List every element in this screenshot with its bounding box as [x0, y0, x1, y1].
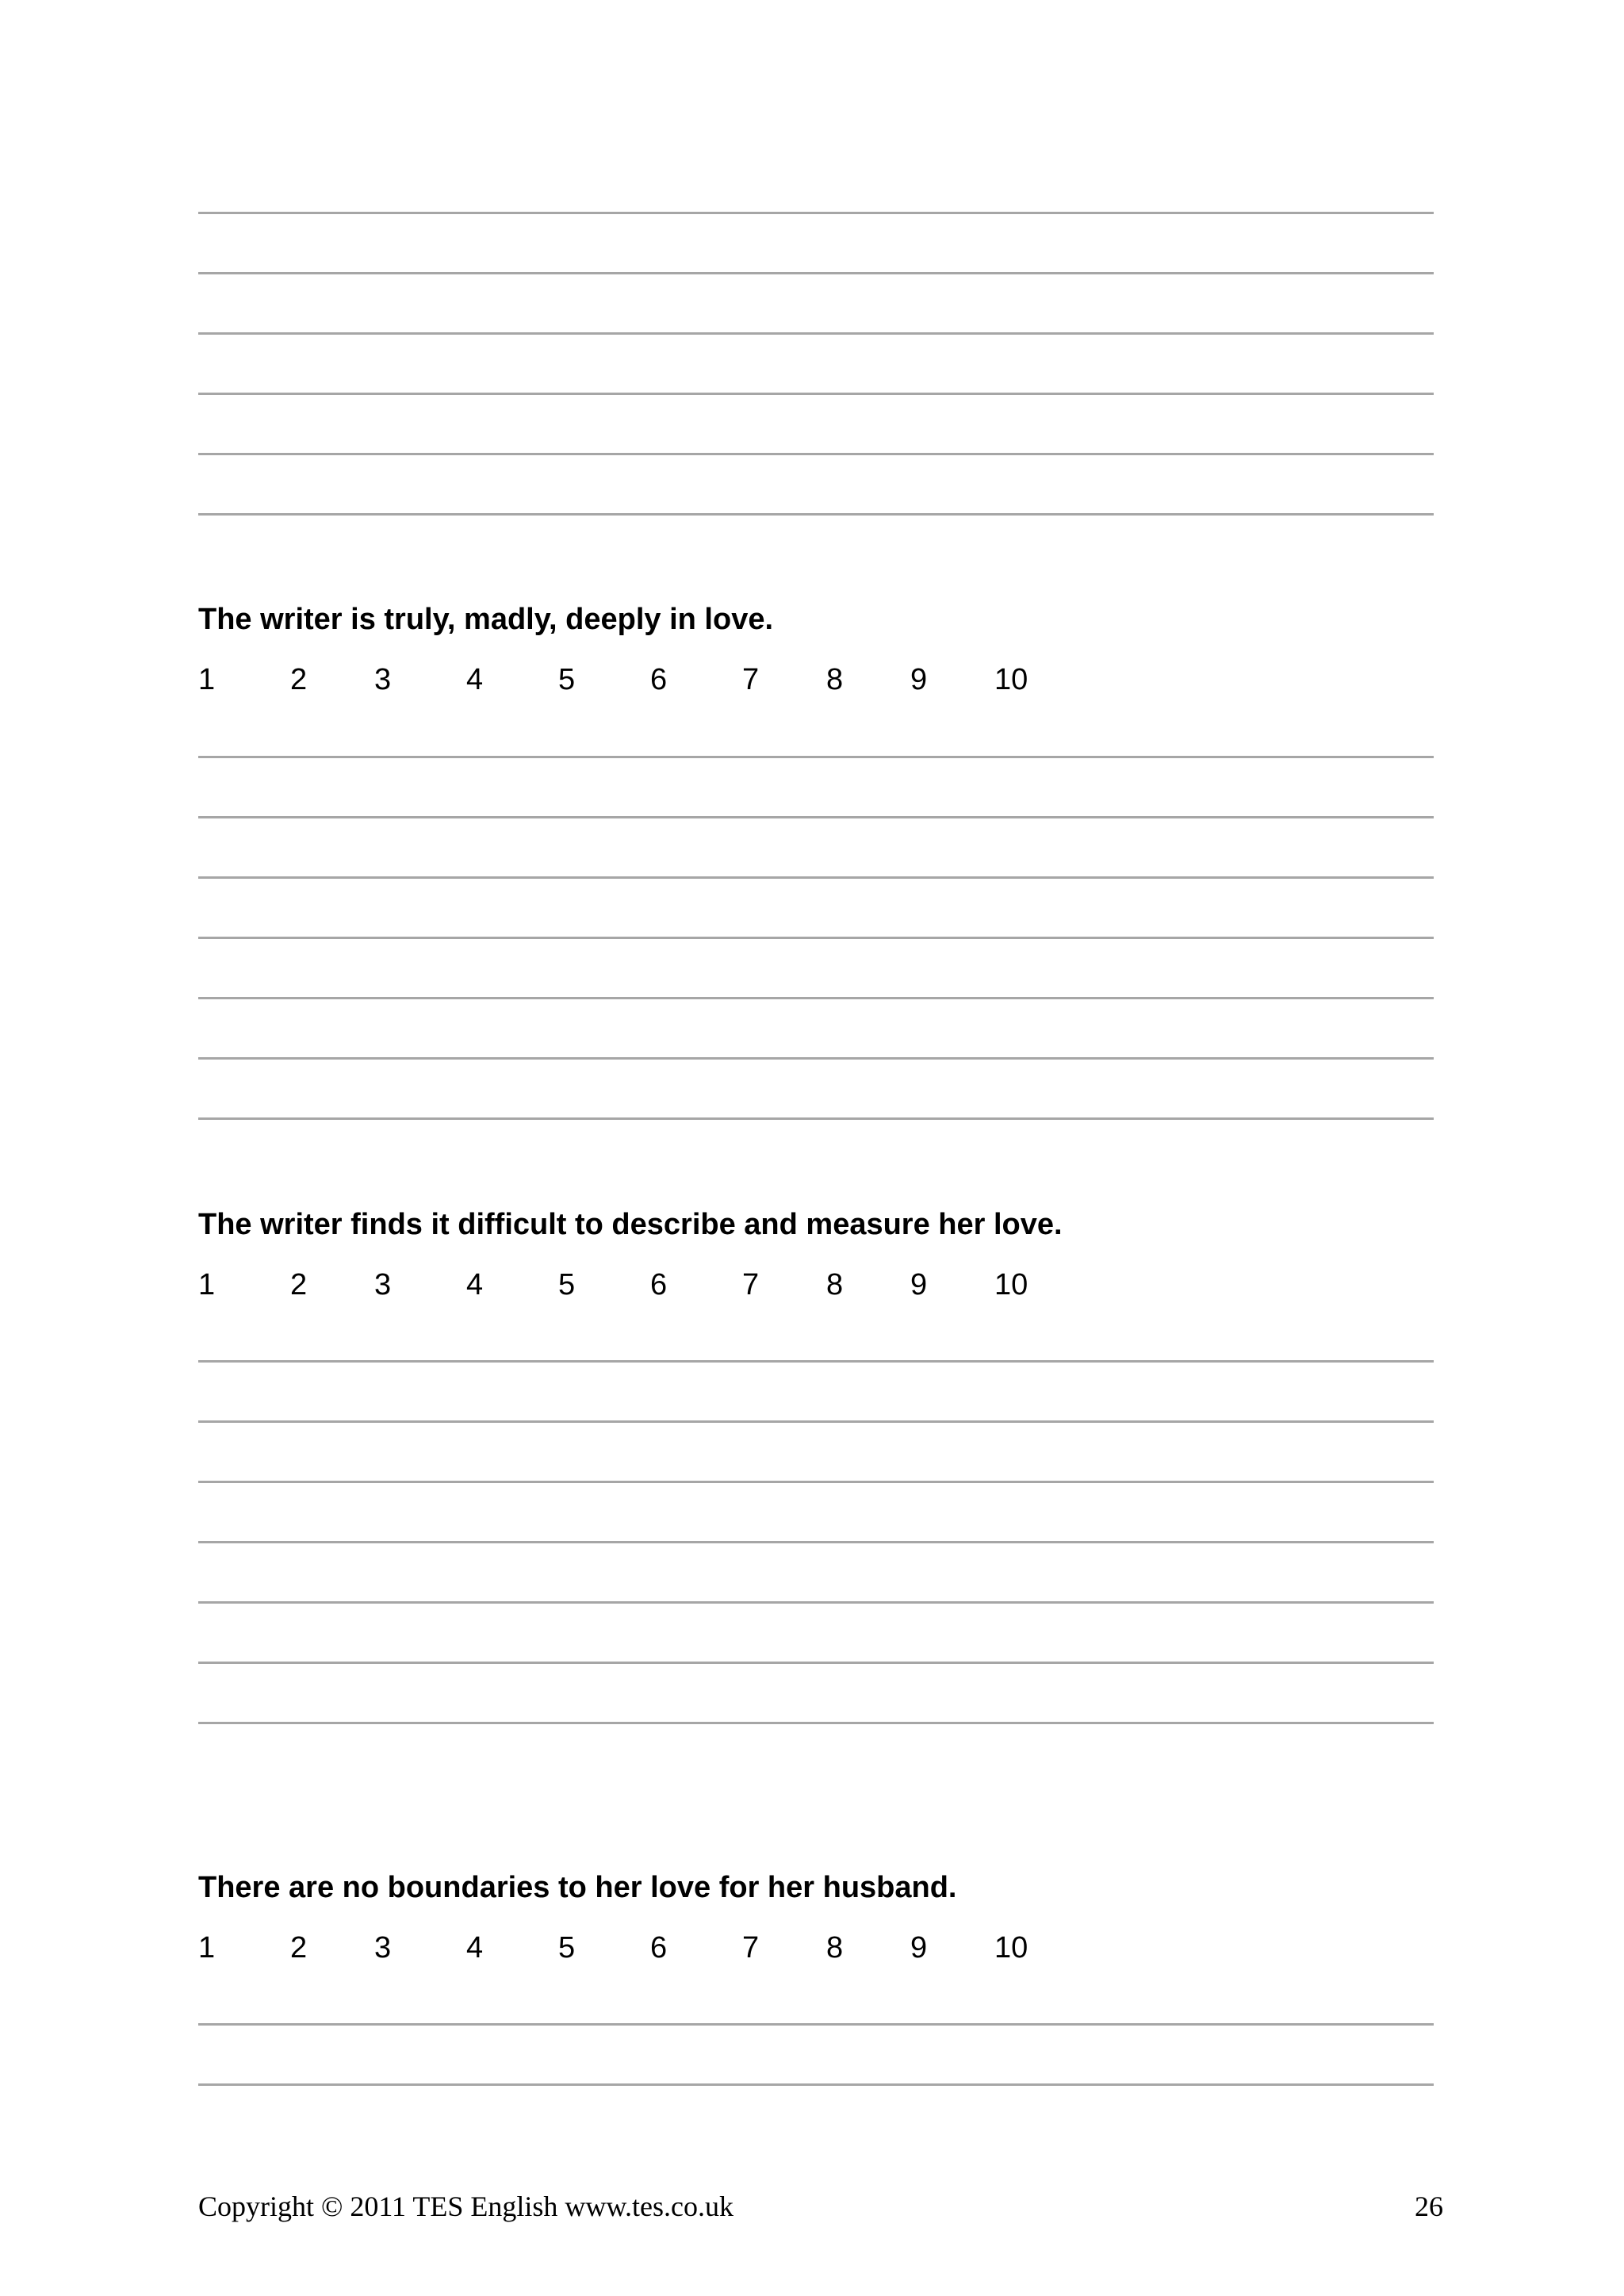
- answer-line[interactable]: [198, 1360, 1434, 1363]
- answer-line[interactable]: [198, 756, 1434, 758]
- rating-option[interactable]: 10: [994, 1931, 1028, 1964]
- rating-option[interactable]: 9: [910, 1931, 928, 1964]
- rating-scale-3: [198, 1930, 1071, 1966]
- answer-line[interactable]: [198, 1057, 1434, 1060]
- answer-line[interactable]: [198, 1662, 1434, 1664]
- answer-line[interactable]: [198, 1117, 1434, 1120]
- answer-line[interactable]: [198, 513, 1434, 516]
- rating-option[interactable]: 3: [374, 663, 392, 696]
- answer-line[interactable]: [198, 816, 1434, 818]
- rating-option[interactable]: 6: [650, 1931, 668, 1964]
- rating-option[interactable]: 8: [826, 1931, 844, 1964]
- rating-option[interactable]: 9: [910, 1268, 928, 1301]
- statement-1: The writer is truly, madly, deeply in love.: [198, 603, 774, 636]
- rating-option[interactable]: 4: [466, 1931, 484, 1964]
- answer-line[interactable]: [198, 937, 1434, 939]
- answer-line[interactable]: [198, 212, 1434, 214]
- rating-option[interactable]: 5: [558, 663, 576, 696]
- answer-line[interactable]: [198, 1420, 1434, 1423]
- rating-option[interactable]: 1: [198, 663, 216, 696]
- answer-line[interactable]: [198, 1722, 1434, 1724]
- answer-line[interactable]: [198, 2023, 1434, 2026]
- rating-option[interactable]: 5: [558, 1931, 576, 1964]
- rating-option[interactable]: 3: [374, 1268, 392, 1301]
- rating-option[interactable]: 2: [290, 1931, 308, 1964]
- rating-scale-1: [198, 661, 1071, 698]
- copyright-notice: Copyright © 2011 TES English www.tes.co.uk: [198, 2191, 733, 2222]
- rating-option[interactable]: 4: [466, 663, 484, 696]
- answer-line[interactable]: [198, 1541, 1434, 1543]
- rating-option[interactable]: 9: [910, 663, 928, 696]
- rating-option[interactable]: 1: [198, 1268, 216, 1301]
- rating-option[interactable]: 4: [466, 1268, 484, 1301]
- rating-option[interactable]: 7: [742, 1931, 760, 1964]
- rating-scale-2: [198, 1267, 1071, 1303]
- answer-line[interactable]: [198, 453, 1434, 455]
- rating-option[interactable]: 1: [198, 1931, 216, 1964]
- rating-option[interactable]: 7: [742, 1268, 760, 1301]
- rating-option[interactable]: 8: [826, 663, 844, 696]
- rating-option[interactable]: 2: [290, 1268, 308, 1301]
- rating-option[interactable]: 10: [994, 663, 1028, 696]
- answer-line[interactable]: [198, 1601, 1434, 1604]
- answer-line[interactable]: [198, 272, 1434, 274]
- answer-line[interactable]: [198, 2083, 1434, 2086]
- rating-option[interactable]: 5: [558, 1268, 576, 1301]
- rating-option[interactable]: 3: [374, 1931, 392, 1964]
- answer-line[interactable]: [198, 393, 1434, 395]
- statement-2: The writer finds it difficult to describe and measure her love.: [198, 1208, 1063, 1241]
- rating-option[interactable]: 6: [650, 663, 668, 696]
- rating-option[interactable]: 6: [650, 1268, 668, 1301]
- rating-option[interactable]: 2: [290, 663, 308, 696]
- answer-line[interactable]: [198, 1481, 1434, 1483]
- answer-line[interactable]: [198, 876, 1434, 879]
- page-number: 26: [1415, 2191, 1443, 2222]
- answer-line[interactable]: [198, 332, 1434, 335]
- statement-3: There are no boundaries to her love for her husband.: [198, 1871, 957, 1904]
- answer-line[interactable]: [198, 997, 1434, 999]
- rating-option[interactable]: 10: [994, 1268, 1028, 1301]
- rating-option[interactable]: 8: [826, 1268, 844, 1301]
- rating-option[interactable]: 7: [742, 663, 760, 696]
